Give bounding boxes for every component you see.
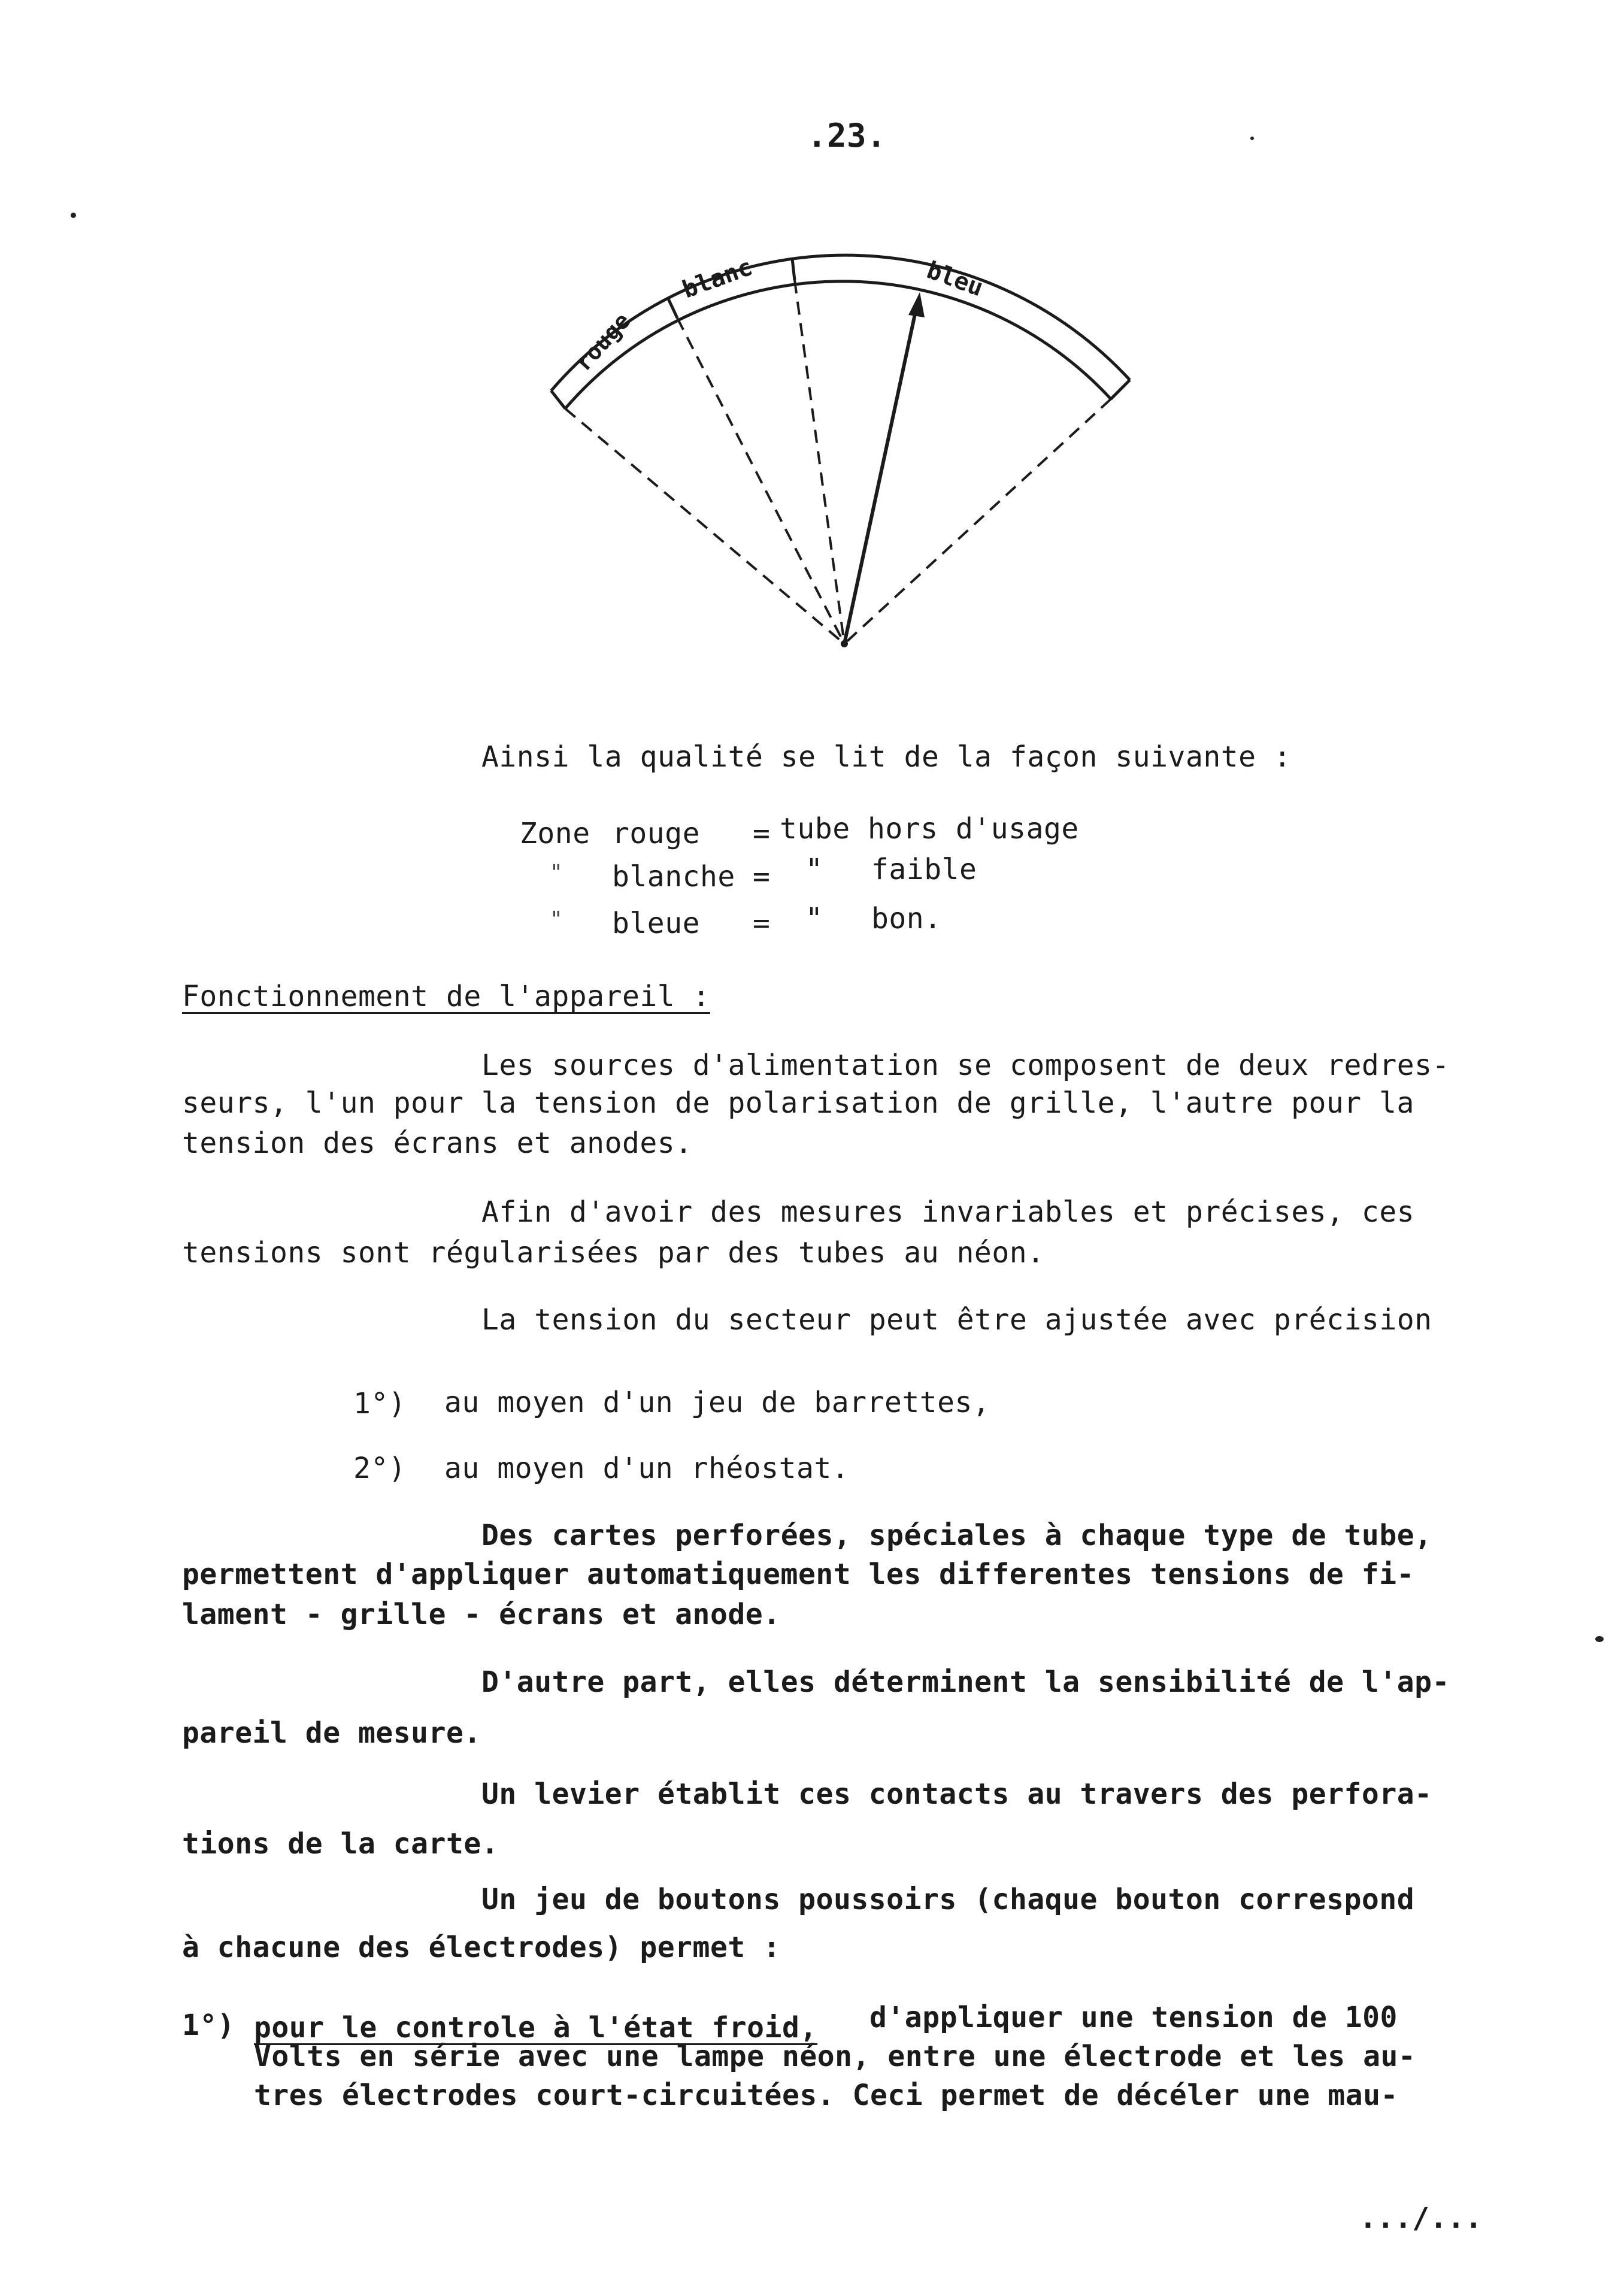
ink-speck <box>1595 1636 1604 1642</box>
list-item: au moyen d'un rhéostat. <box>444 1452 850 1485</box>
paragraph-line: La tension du secteur peut être ajustée avec précision <box>481 1303 1432 1337</box>
gauge-right-cap <box>1111 380 1130 399</box>
ink-speck <box>1250 137 1254 140</box>
paragraph-line: tension des écrans et anodes. <box>182 1126 693 1160</box>
zone-label-blanc: blanc <box>678 253 756 304</box>
table-row-2-ditto: " <box>805 853 823 886</box>
table-row-2-eq: = <box>753 860 771 893</box>
ink-speck <box>71 213 76 218</box>
table-row-3-eq: = <box>753 907 771 940</box>
zone-divider-red-white <box>668 299 677 318</box>
needle-pivot <box>841 640 848 647</box>
paragraph-line: pareil de mesure. <box>182 1716 481 1750</box>
gauge-needle <box>844 308 916 644</box>
paragraph-line: Un levier établit ces contacts au travers des perfora- <box>481 1777 1432 1811</box>
table-row-3-zone: bleue <box>612 907 700 940</box>
list-number: 1°) <box>182 2009 235 2042</box>
table-row-2-zone: blanche <box>612 860 735 893</box>
page-number: .23. <box>807 117 887 155</box>
table-row-1-value: tube hors d'usage <box>780 812 1079 846</box>
dashed-ray-left <box>565 408 844 644</box>
gauge-outer-arc <box>551 255 1129 390</box>
paragraph-line: Un jeu de boutons poussoirs (chaque bouton correspond <box>481 1883 1415 1916</box>
paragraph-line: Afin d'avoir des mesures invariables et précises, ces <box>481 1195 1415 1229</box>
paragraph-line: D'autre part, elles déterminent la sensibilité de l'ap- <box>481 1665 1450 1699</box>
zone-divider-white-blue <box>792 259 795 280</box>
dashed-ray-white-blue <box>795 280 844 644</box>
gauge-left-cap <box>551 391 565 409</box>
table-row-3-ditto: " <box>805 902 823 935</box>
underlined-phrase: pour le controle à l'état froid, <box>254 2011 817 2044</box>
zone-label-bleu: bleu <box>923 256 987 302</box>
intro-line: Ainsi la qualité se lit de la façon suivante : <box>481 740 1292 774</box>
paragraph-line: permettent d'appliquer automatiquement les differentes tensions de fi- <box>182 1558 1414 1591</box>
continuation-marker: .../... <box>1359 2201 1483 2235</box>
paragraph-line: seurs, l'un pour la tension de polarisation de grille, l'autre pour la <box>182 1086 1414 1120</box>
paragraph-line: d'appliquer une tension de 100 <box>869 2001 1398 2034</box>
table-row-1-eq: = <box>753 817 771 850</box>
table-row-2-prefix: " <box>550 861 563 885</box>
zone-label-rouge: rouge <box>569 307 636 377</box>
table-row-3-value: bon. <box>871 902 942 935</box>
paragraph-line: Volts en série avec une lampe néon, entre une électrode et les au- <box>254 2040 1416 2073</box>
paragraph-line: à chacune des électrodes) permet : <box>182 1931 781 1964</box>
list-number: 1°) <box>353 1387 407 1420</box>
table-row-2-value: faible <box>871 853 977 886</box>
table-row-1-zone: rouge <box>612 817 700 850</box>
paragraph-line: Les sources d'alimentation se composent de deux redres- <box>481 1049 1450 1082</box>
list-number: 2°) <box>353 1452 407 1485</box>
dashed-ray-right <box>844 399 1111 644</box>
paragraph-line: Des cartes perforées, spéciales à chaque type de tube, <box>481 1519 1432 1552</box>
paragraph-line: tensions sont régularisées par des tubes au néon. <box>182 1236 1045 1270</box>
dashed-ray-red-white <box>677 318 844 644</box>
list-item: au moyen d'un jeu de barrettes, <box>444 1386 990 1419</box>
paragraph-line: tres électrodes court-circuitées. Ceci permet de décéler une mau- <box>254 2079 1398 2112</box>
section-heading: Fonctionnement de l'appareil : <box>182 980 710 1013</box>
quality-gauge-diagram <box>539 234 1144 665</box>
paragraph-line: lament - grille - écrans et anode. <box>182 1598 781 1631</box>
needle-arrowhead <box>908 292 925 317</box>
paragraph-line: tions de la carte. <box>182 1827 499 1861</box>
table-row-1-prefix: Zone <box>520 817 590 850</box>
table-row-3-prefix: " <box>550 907 563 932</box>
